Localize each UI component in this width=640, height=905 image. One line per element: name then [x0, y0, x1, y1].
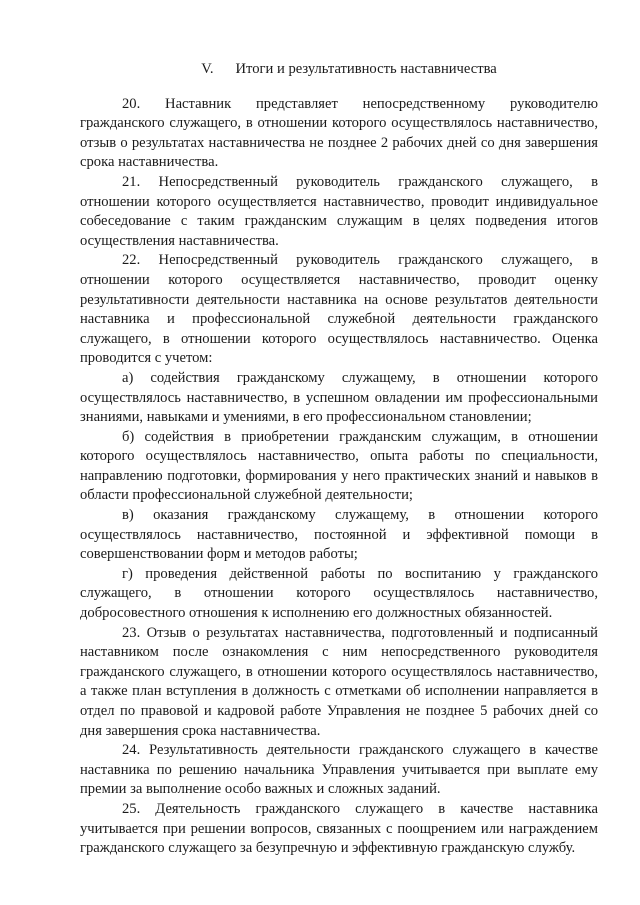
paragraph-21: 21. Непосредственный руководитель гражданского служащего, в отношении которого осуществляется наставничество, проводит индивидуальное собеседование с таким гражданским служащим в целях подведения итогов осуществления наставничества.: [80, 173, 598, 249]
section-heading: [80, 60, 598, 80]
paragraph-24: 24. Результативность деятельности гражданского служащего в качестве наставника по решению начальника Управления учитывается при выплате ему премии за выполнение особо важных и сложных заданий.: [80, 742, 598, 798]
list-item-b: б) содействия в приобретении гражданским служащим, в отношении которого осуществлялось наставничество, опыта работы по специальности, направлению подготовки, формирования у него практических знаний и навыков в области профессиональной служебной деятельности;: [80, 428, 598, 504]
paragraph-25: 25. Деятельность гражданского служащего в качестве наставника учитывается при решении вопросов, связанных с поощрением или награждением гражданского служащего за безупречную и эффективную гражданскую службу.: [80, 800, 598, 857]
list-item-g: г) проведения действенной работы по воспитанию у гражданского служащего, в отношении которого осуществлялось наставничество, добросовестного отношения к исполнению его должностных обязанностей.: [80, 565, 598, 622]
section-number: V.: [201, 61, 214, 77]
paragraph-23: 23. Отзыв о результатах наставничества, подготовленный и подписанный наставником после ознакомления с ним непосредственного руководителя гражданского служащего, в отношении которого осуществлялось наставничество, а также план вступления в должность с отметками об исполнении направляется в отдел по правовой и кадровой работе Управления не позднее 5 рабочих дней со дня завершения срока наставничества.: [80, 624, 598, 739]
paragraph-22: 22. Непосредственный руководитель гражданского служащего, в отношении которого осуществляется наставничество, проводит оценку результативности деятельности наставника на основе результатов деятельности наставника и профессиональной служебной деятельности гражданского служащего, в отношении которого осуществлялось наставничество. Оценка проводится с учетом:: [80, 252, 598, 367]
list-item-a: а) содействия гражданскому служащему, в отношении которого осуществлялось наставничество, в успешном овладении им профессиональными знаниями, навыками и умениями, в его профессиональном становлении;: [80, 369, 598, 426]
section-title: Итоги и результативность наставничества: [235, 61, 497, 77]
document-page: [80, 60, 598, 859]
list-item-v: в) оказания гражданскому служащему, в отношении которого осуществлялось наставничество, постоянной и эффективной помощи в совершенствовании форм и методов работы;: [80, 507, 598, 563]
paragraph-20: 20. Наставник представляет непосредственному руководителю гражданского служащего, в отношении которого осуществлялось наставничество, отзыв о результатах наставничества не позднее 2 рабочих дней со дня завершения срока наставничества.: [80, 95, 598, 171]
